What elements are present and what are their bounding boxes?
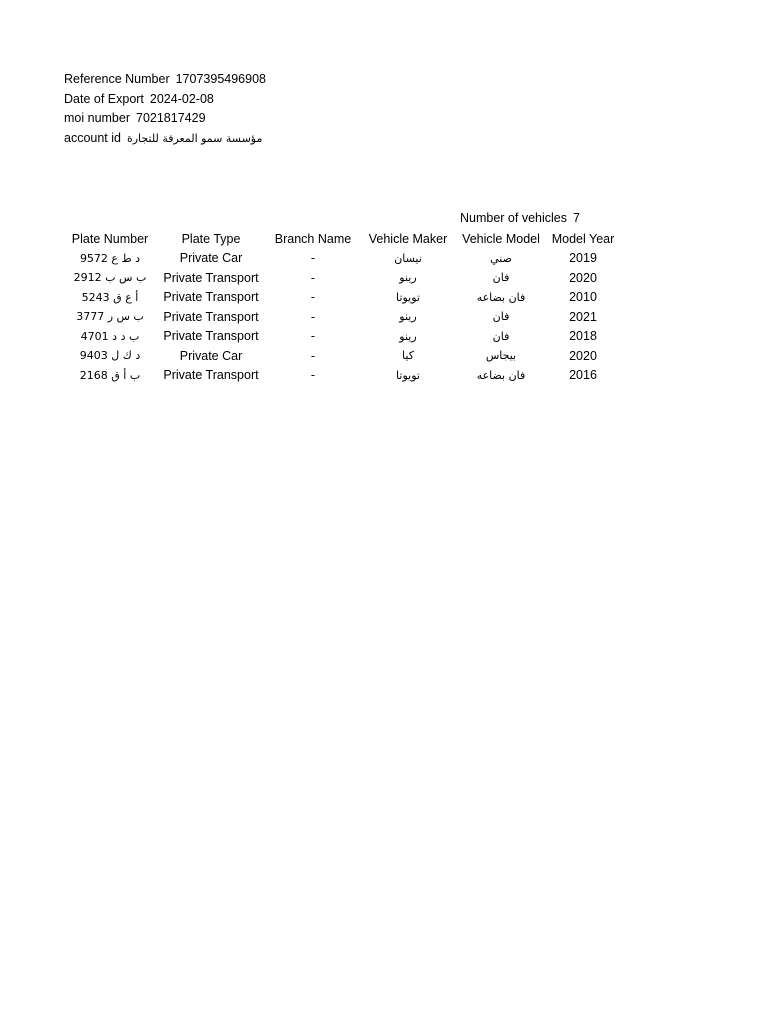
- model-year-cell: 2020: [569, 348, 597, 363]
- plate-number-cell: ب أ ق 2168: [79, 368, 141, 382]
- plate-type-cell: Private Car: [179, 251, 243, 266]
- table-header-row: [62, 229, 618, 249]
- account-id-value: مؤسسة سمو المعرفة للتجارة: [126, 131, 263, 145]
- vehicle-count-label: Number of vehicles: [460, 211, 567, 225]
- model-year-cell: 2019: [569, 251, 597, 266]
- table-row: [62, 249, 618, 269]
- model-year-cell: 2016: [569, 368, 597, 383]
- plate-type-cell: Private Car: [179, 348, 243, 363]
- column-header-plate-number: Plate Number: [71, 231, 149, 246]
- vehicle-maker-cell: كيا: [402, 349, 414, 363]
- plate-type-cell: Private Transport: [163, 368, 259, 383]
- date-of-export-line: [64, 90, 266, 110]
- branch-name-cell: -: [310, 309, 316, 324]
- plate-number-cell: ب س ب 2912: [73, 271, 147, 285]
- model-year-cell: 2018: [569, 329, 597, 344]
- vehicles-table: [62, 229, 618, 385]
- table-row: [62, 327, 618, 347]
- plate-number-cell: د ط ع 9572: [79, 251, 141, 265]
- column-header-plate-type: Plate Type: [181, 231, 241, 246]
- moi-number-line: [64, 109, 266, 129]
- vehicle-maker-cell: رينو: [399, 271, 417, 285]
- branch-name-cell: -: [310, 329, 316, 344]
- account-id-label: account id: [64, 130, 121, 145]
- plate-number-cell: د ك ل 9403: [79, 349, 141, 363]
- vehicle-model-cell: بيجاس: [485, 349, 517, 363]
- model-year-cell: 2021: [569, 309, 597, 324]
- plate-number-cell: ب د د 4701: [80, 329, 140, 343]
- date-of-export-label: Date of Export: [64, 91, 144, 106]
- vehicle-model-cell: فان: [492, 310, 510, 324]
- vehicle-maker-cell: رينو: [399, 329, 417, 343]
- account-id-line: [64, 129, 266, 149]
- plate-type-cell: Private Transport: [163, 309, 259, 324]
- branch-name-cell: -: [310, 270, 316, 285]
- date-of-export-value: 2024-02-08: [149, 91, 214, 106]
- vehicle-maker-cell: رينو: [399, 310, 417, 324]
- table-row: [62, 366, 618, 386]
- vehicle-count: [460, 211, 580, 225]
- moi-number-label: moi number: [64, 111, 130, 125]
- column-header-branch-name: Branch Name: [274, 231, 352, 246]
- plate-type-cell: Private Transport: [163, 329, 259, 344]
- reference-number-line: [64, 70, 266, 90]
- reference-number-label: Reference Number: [64, 72, 170, 86]
- column-header-vehicle-maker: Vehicle Maker: [368, 231, 448, 246]
- branch-name-cell: -: [310, 251, 316, 266]
- vehicle-model-cell: صني: [490, 251, 512, 265]
- plate-type-cell: Private Transport: [163, 290, 259, 305]
- vehicle-model-cell: فان: [492, 271, 510, 285]
- table-row: [62, 288, 618, 308]
- plate-number-cell: أ ع ق 5243: [81, 290, 139, 304]
- vehicle-model-cell: فان: [492, 329, 510, 343]
- vehicle-maker-cell: تويوتا: [396, 290, 420, 304]
- moi-number-value: 7021817429: [136, 111, 206, 125]
- vehicle-count-value: 7: [573, 211, 580, 225]
- reference-number-value: 1707395496908: [175, 72, 266, 86]
- model-year-cell: 2020: [569, 270, 597, 285]
- branch-name-cell: -: [310, 348, 316, 363]
- vehicle-model-cell: فان بضاعه: [476, 290, 526, 304]
- branch-name-cell: -: [310, 368, 316, 383]
- export-metadata: [64, 70, 266, 148]
- table-row: [62, 307, 618, 327]
- plate-number-cell: ب س ر 3777: [76, 310, 144, 324]
- table-row: [62, 268, 618, 288]
- vehicle-maker-cell: نيسان: [394, 251, 422, 265]
- plate-type-cell: Private Transport: [163, 270, 259, 285]
- branch-name-cell: -: [310, 290, 316, 305]
- column-header-vehicle-model: Vehicle Model: [462, 231, 540, 246]
- model-year-cell: 2010: [569, 290, 597, 305]
- vehicle-model-cell: فان بضاعه: [476, 368, 526, 382]
- table-row: [62, 346, 618, 366]
- vehicle-maker-cell: تويوتا: [396, 368, 420, 382]
- column-header-model-year: Model Year: [551, 231, 615, 246]
